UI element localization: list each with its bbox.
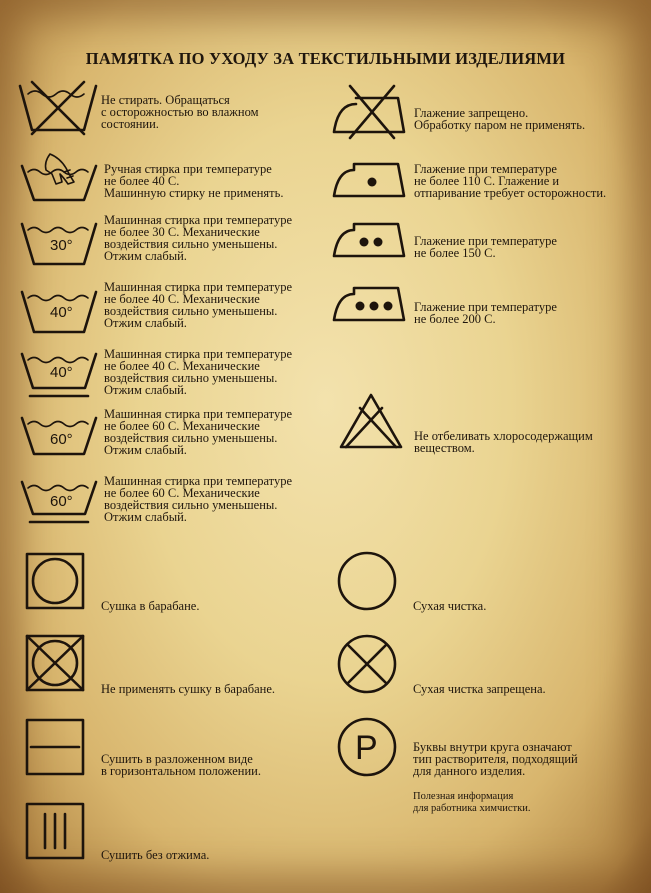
iron-150-icon: [330, 220, 410, 260]
temperature-label: 60°: [50, 431, 73, 448]
hand-wash-icon: [20, 152, 100, 204]
wash-30-icon: [20, 218, 100, 268]
drip-dry-icon: [25, 802, 85, 860]
temperature-label: 40°: [50, 304, 73, 321]
no-tumble-dry-icon: [25, 634, 85, 692]
dry-flat-icon: [25, 718, 85, 776]
iron-110-icon: [330, 160, 410, 200]
no-wash-icon: [18, 80, 98, 136]
temperature-label: 30°: [50, 237, 73, 254]
wash-40-icon: [20, 286, 100, 336]
dry-clean-p-icon: [337, 717, 397, 777]
tumble-dry-icon: [25, 552, 85, 610]
no-iron-icon: [328, 84, 412, 140]
temperature-label: 40°: [50, 364, 73, 381]
no-dry-clean-icon: [337, 634, 397, 694]
dry-clean-icon: [337, 551, 397, 611]
wash-60-icon: [20, 412, 100, 462]
page-title: ПАМЯТКА ПО УХОДУ ЗА ТЕКСТИЛЬНЫМИ ИЗДЕЛИЯМИ: [85, 49, 566, 68]
wash-40-gentle-icon: [20, 350, 100, 402]
no-bleach-icon: [338, 392, 404, 450]
note-text: Полезная информация для работника химчистки.: [413, 791, 531, 814]
wash-60-gentle-icon: [20, 478, 100, 530]
iron-200-icon: [330, 284, 410, 324]
temperature-label: 60°: [50, 493, 73, 510]
solvent-letter: P: [355, 729, 378, 767]
